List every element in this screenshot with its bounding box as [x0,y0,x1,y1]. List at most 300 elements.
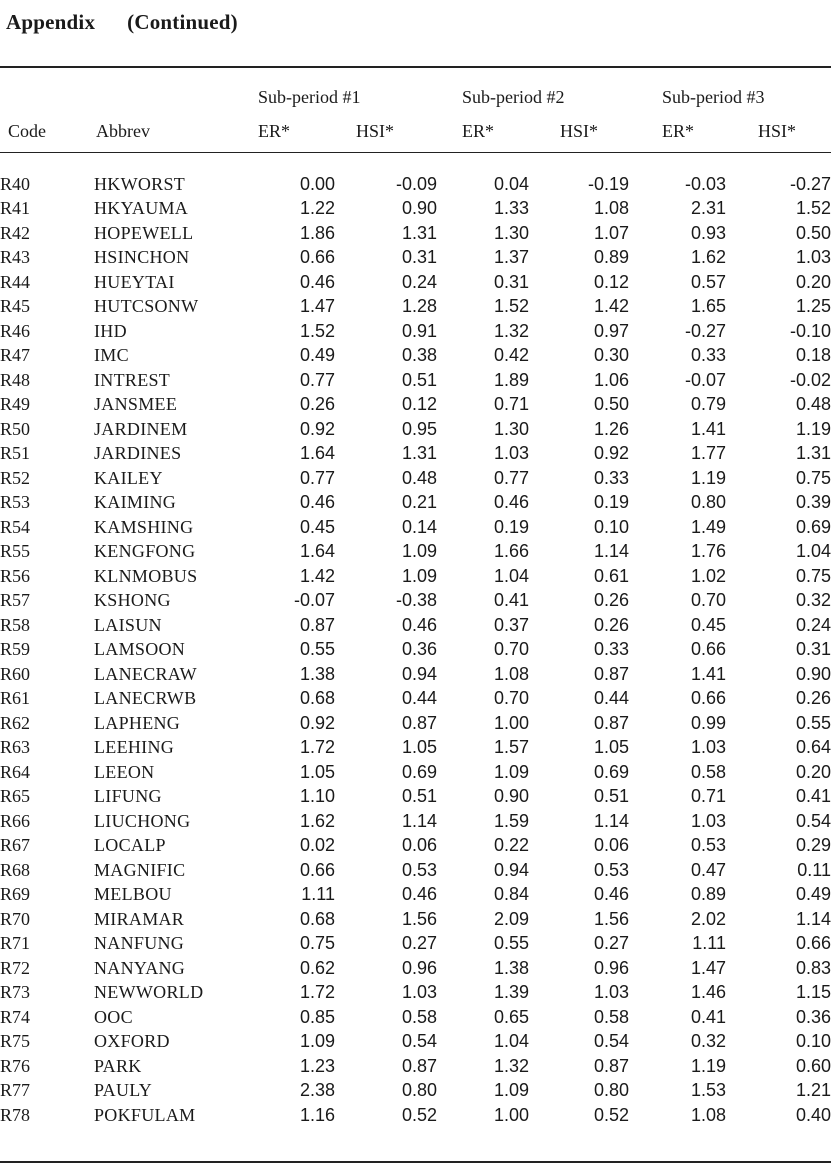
code-cell: R75 [0,1031,31,1052]
er-1-cell: 0.77 [299,369,335,390]
table-row [0,319,831,344]
er-1-cell: 0.66 [299,859,335,880]
abbrev-cell: LANECRWB [94,688,197,709]
hsi-1-cell: 1.31 [401,443,437,464]
hsi-3-cell: 0.90 [795,663,831,684]
code-cell: R61 [0,688,31,709]
er-1-cell: 0.68 [299,688,335,709]
er-2-cell: 0.84 [493,884,529,905]
code-cell: R57 [0,590,31,611]
code-cell: R74 [0,1006,31,1027]
hsi-2-cell: 0.50 [593,394,629,415]
hsi-2-cell: 0.30 [593,345,629,366]
er-1-cell: 1.10 [299,786,335,807]
er-2-cell: 1.30 [493,418,529,439]
table-row [0,785,831,810]
abbrev-cell: NANFUNG [94,933,185,954]
hsi-3-cell: 0.29 [795,835,831,856]
er-1-cell: -0.07 [293,590,335,611]
code-cell: R48 [0,369,31,390]
er-2-cell: 1.66 [493,541,529,562]
table-row [0,589,831,614]
table-row [0,540,831,565]
er-2-cell: 1.38 [493,957,529,978]
er-3-cell: 2.02 [690,908,726,929]
hsi-3-cell: 0.75 [795,467,831,488]
hsi-3-cell: -0.02 [789,369,831,390]
er-2-cell: 1.00 [493,1104,529,1125]
code-cell: R47 [0,345,31,366]
table-row [0,295,831,320]
hsi-3-cell: 1.03 [795,247,831,268]
hsi-3-cell: 1.52 [795,198,831,219]
hsi-1-cell: 1.09 [401,565,437,586]
er-3-cell: 0.66 [690,688,726,709]
abbrev-cell: LIFUNG [94,786,162,807]
er-3-cell: 0.89 [690,884,726,905]
abbrev-cell: MIRAMAR [94,908,185,929]
er-3-cell: 1.11 [692,933,726,954]
er-3-cell: 0.58 [690,761,726,782]
abbrev-cell: OOC [94,1006,133,1027]
er-2-cell: 0.71 [493,394,529,415]
er-2-cell: 1.89 [493,369,529,390]
hsi-3-cell: 1.31 [795,443,831,464]
hsi-2-cell: 0.87 [593,1055,629,1076]
code-cell: R69 [0,884,31,905]
er-1-cell: 1.86 [299,222,335,243]
er-1-cell: 1.62 [299,810,335,831]
hsi-2-cell: 0.69 [593,761,629,782]
hsi-2-cell: 1.56 [593,908,629,929]
table-row [0,760,831,785]
table-row [0,932,831,957]
er-3-cell: 0.47 [690,859,726,880]
table-row [0,981,831,1006]
hsi-3-cell: 0.48 [795,394,831,415]
er-3-cell: 0.57 [690,271,726,292]
er-1-cell: 0.85 [299,1006,335,1027]
code-cell: R42 [0,222,31,243]
er-2-cell: 0.70 [493,688,529,709]
hsi-2-cell: 1.07 [593,222,629,243]
table-row [0,1054,831,1079]
abbrev-cell: LOCALP [94,835,166,856]
hsi-1-cell: 0.46 [401,614,437,635]
hsi-2-cell: 1.42 [593,296,629,317]
code-cell: R59 [0,639,31,660]
code-cell: R50 [0,418,31,439]
hsi-2-cell: 0.89 [593,247,629,268]
hsi-2-cell: 0.51 [593,786,629,807]
er-2-cell: 1.32 [493,1055,529,1076]
hsi-1-cell: 0.53 [401,859,437,880]
code-cell: R54 [0,516,31,537]
hsi-2-cell: 0.87 [593,663,629,684]
hsi-2-cell: 0.46 [593,884,629,905]
er-1-cell: 0.75 [299,933,335,954]
hsi-2-cell: 1.06 [593,369,629,390]
subperiod-1-header: Sub-period #1 [258,87,361,107]
code-cell: R46 [0,320,31,341]
hsi-1-cell: 0.69 [401,761,437,782]
er-1-cell: 0.45 [299,516,335,537]
code-cell: R51 [0,443,31,464]
hsi-1-cell: 0.87 [401,1055,437,1076]
hsi-1-cell: 1.03 [401,982,437,1003]
er-2-cell: 0.94 [493,859,529,880]
hsi-2-cell: 0.87 [593,712,629,733]
abbrev-cell: POKFULAM [94,1104,196,1125]
er-3-cell: -0.27 [684,320,726,341]
er-2-cell: 1.30 [493,222,529,243]
er-2-cell: 1.04 [493,1031,529,1052]
er-3-cell: 0.79 [690,394,726,415]
hsi-2-cell: 0.92 [593,443,629,464]
abbrev-cell: JARDINES [94,443,182,464]
abbrev-column-header: Abbrev [96,121,150,141]
er-2-cell: 0.31 [493,271,529,292]
er-3-cell: 1.08 [690,1104,726,1125]
hsi-2-cell: 1.14 [593,541,629,562]
er-1-cell: 1.16 [299,1104,335,1125]
er-2-cell: 1.57 [493,737,529,758]
hsi-2-cell: 0.96 [593,957,629,978]
hsi-1-cell: 1.09 [401,541,437,562]
hsi-2-cell: 1.14 [593,810,629,831]
hsi-2-cell: 0.61 [593,565,629,586]
hsi-1-cell: 0.96 [401,957,437,978]
hsi-3-cell: 1.04 [795,541,831,562]
er-3-cell: 0.41 [690,1006,726,1027]
code-cell: R56 [0,565,31,586]
er-2-cell: 1.59 [493,810,529,831]
hsi-1-cell: 0.51 [401,369,437,390]
hsi-2-cell: 0.80 [593,1080,629,1101]
abbrev-cell: LAPHENG [94,712,181,733]
er-1-cell: 2.38 [299,1080,335,1101]
er-1-cell: 1.72 [299,737,335,758]
er-2-cell: 1.39 [493,982,529,1003]
code-cell: R58 [0,614,31,635]
hsi-3-cell: 0.75 [795,565,831,586]
code-cell: R62 [0,712,31,733]
er-1-cell: 1.05 [299,761,335,782]
subperiod-3-header: Sub-period #3 [662,87,765,107]
er-1-cell: 1.47 [299,296,335,317]
hsi-2-cell: 0.44 [593,688,629,709]
table-row [0,1103,831,1128]
hsi-3-cell: 0.66 [795,933,831,954]
er-1-cell: 0.68 [299,908,335,929]
hsi-3-cell: 0.26 [795,688,831,709]
hsi-3-cell: 0.55 [795,712,831,733]
hsi-1-cell: 0.14 [401,516,437,537]
hsi-2-cell: 0.10 [593,516,629,537]
hsi-1-cell: 1.56 [401,908,437,929]
continued-label: (Continued) [127,10,238,34]
hsi-2-cell: 0.53 [593,859,629,880]
hsi-3-cell: 0.54 [795,810,831,831]
code-cell: R71 [0,933,31,954]
er-2-cell: 0.70 [493,639,529,660]
er-3-cell: 1.77 [690,443,726,464]
er-2-cell: 1.37 [493,247,529,268]
code-cell: R52 [0,467,31,488]
er-2-cell: 0.77 [493,467,529,488]
hsi-3-cell: 0.69 [795,516,831,537]
table-body [0,172,831,1128]
code-cell: R55 [0,541,31,562]
hsi-1-cell: 0.51 [401,786,437,807]
abbrev-cell: KENGFONG [94,541,196,562]
table-row [0,491,831,516]
er-1-cell: 1.42 [299,565,335,586]
er-1-cell: 1.64 [299,541,335,562]
code-cell: R65 [0,786,31,807]
hsi-1-cell: 0.80 [401,1080,437,1101]
er-3-cell: 0.53 [690,835,726,856]
hsi-2-cell: 1.26 [593,418,629,439]
er-3-cell: 1.41 [690,418,726,439]
er-1-cell: 1.23 [299,1055,335,1076]
hsi-3-cell: 0.39 [795,492,831,513]
code-cell: R45 [0,296,31,317]
hsi-2-cell: 1.05 [593,737,629,758]
hsi-3-cell: 0.49 [795,884,831,905]
abbrev-cell: KAILEY [94,467,163,488]
er-3-cell: 0.33 [690,345,726,366]
er-1-cell: 1.52 [299,320,335,341]
abbrev-cell: HKWORST [94,173,186,194]
abbrev-cell: KAIMING [94,492,177,513]
hsi-1-cell: 0.52 [401,1104,437,1125]
hsi-1-cell: 0.36 [401,639,437,660]
table-row [0,442,831,467]
er-3-cell: 1.47 [690,957,726,978]
hsi-3-cell: -0.10 [789,320,831,341]
table-row [0,736,831,761]
er-1-cell: 0.92 [299,712,335,733]
er-3-cell: 1.62 [690,247,726,268]
table-row [0,711,831,736]
er-2-cell: 0.46 [493,492,529,513]
abbrev-cell: IMC [94,345,129,366]
er-3-cell: 0.99 [690,712,726,733]
hsi-3-cell: 1.25 [795,296,831,317]
table-row [0,466,831,491]
er-1-cell: 0.46 [299,492,335,513]
hsi-2-cell: 0.26 [593,590,629,611]
abbrev-cell: LAMSOON [94,639,186,660]
hsi-3-cell: 0.83 [795,957,831,978]
er-2-cell: 1.33 [493,198,529,219]
er-1-cell: 1.72 [299,982,335,1003]
er-3-cell: 0.45 [690,614,726,635]
abbrev-cell: MELBOU [94,884,172,905]
hsi-1-cell: 0.48 [401,467,437,488]
hsi-1-cell: 0.06 [401,835,437,856]
er-3-cell: 0.70 [690,590,726,611]
er-1-cell: 0.46 [299,271,335,292]
hsi-3-cell: 1.14 [795,908,831,929]
er-2-cell: 0.04 [493,173,529,194]
hsi-1-cell: 0.58 [401,1006,437,1027]
table-row [0,564,831,589]
er-3-cell: 0.71 [690,786,726,807]
table-row [0,638,831,663]
code-cell: R49 [0,394,31,415]
code-cell: R78 [0,1104,31,1125]
hsi-3-cell: 0.10 [795,1031,831,1052]
er-2-cell: 1.09 [493,761,529,782]
er-1-cell: 0.55 [299,639,335,660]
abbrev-cell: HKYAUMA [94,198,189,219]
er-3-cell: 1.02 [690,565,726,586]
table-row [0,1079,831,1104]
hsi-1-cell: 0.46 [401,884,437,905]
hsi-2-column-header: HSI* [560,121,599,141]
abbrev-cell: JANSMEE [94,394,178,415]
er-2-cell: 0.90 [493,786,529,807]
er-3-cell: 0.93 [690,222,726,243]
abbrev-cell: LIUCHONG [94,810,191,831]
code-cell: R76 [0,1055,31,1076]
er-3-cell: 0.66 [690,639,726,660]
hsi-3-cell: 0.64 [795,737,831,758]
table-row [0,883,831,908]
code-cell: R68 [0,859,31,880]
hsi-2-cell: 0.12 [593,271,629,292]
hsi-1-cell: 0.21 [401,492,437,513]
er-2-cell: 0.41 [493,590,529,611]
table-row [0,613,831,638]
hsi-1-cell: 1.05 [401,737,437,758]
er-2-cell: 0.22 [493,835,529,856]
table-row [0,907,831,932]
er-2-cell: 1.00 [493,712,529,733]
er-3-cell: 1.46 [690,982,726,1003]
table-row [0,368,831,393]
code-column-header: Code [8,121,46,141]
hsi-1-cell: 1.31 [401,222,437,243]
er-1-cell: 1.11 [301,884,335,905]
er-3-cell: 2.31 [690,198,726,219]
table-row [0,662,831,687]
table-row [0,417,831,442]
code-cell: R53 [0,492,31,513]
hsi-2-cell: 0.06 [593,835,629,856]
hsi-3-cell: 0.24 [795,614,831,635]
hsi-3-cell: 1.21 [795,1080,831,1101]
table-bottom-rule [0,1161,831,1163]
er-2-cell: 0.42 [493,345,529,366]
er-1-cell: 1.64 [299,443,335,464]
er-3-cell: 1.03 [690,737,726,758]
er-3-cell: 1.49 [690,516,726,537]
abbrev-cell: IHD [94,320,127,341]
hsi-2-cell: 0.33 [593,467,629,488]
er-3-cell: 1.19 [690,467,726,488]
table-row [0,834,831,859]
abbrev-cell: LAISUN [94,614,162,635]
er-2-cell: 0.19 [493,516,529,537]
abbrev-cell: KLNMOBUS [94,565,198,586]
er-2-cell: 2.09 [493,908,529,929]
er-1-cell: 0.02 [299,835,335,856]
hsi-2-cell: 0.54 [593,1031,629,1052]
hsi-1-cell: 0.31 [401,247,437,268]
code-cell: R63 [0,737,31,758]
abbrev-cell: OXFORD [94,1031,170,1052]
abbrev-cell: HUTCSONW [94,296,199,317]
er-2-cell: 0.55 [493,933,529,954]
code-cell: R77 [0,1080,31,1101]
er-1-cell: 0.49 [299,345,335,366]
code-cell: R41 [0,198,31,219]
er-1-cell: 0.00 [299,173,335,194]
hsi-3-cell: -0.27 [789,173,831,194]
hsi-3-cell: 0.40 [795,1104,831,1125]
hsi-2-cell: 0.97 [593,320,629,341]
er-1-cell: 0.62 [299,957,335,978]
hsi-3-cell: 0.32 [795,590,831,611]
hsi-2-cell: -0.19 [587,173,629,194]
er-2-cell: 0.37 [493,614,529,635]
er-3-cell: -0.03 [684,173,726,194]
hsi-1-cell: 0.95 [401,418,437,439]
table-row [0,197,831,222]
table-row [0,1005,831,1030]
code-cell: R70 [0,908,31,929]
page-title [6,10,238,35]
er-2-column-header: ER* [462,121,495,141]
hsi-2-cell: 1.03 [593,982,629,1003]
abbrev-cell: HSINCHON [94,247,190,268]
er-3-cell: 0.32 [690,1031,726,1052]
er-3-cell: 1.65 [690,296,726,317]
hsi-1-cell: 1.28 [401,296,437,317]
er-1-cell: 1.22 [299,198,335,219]
hsi-2-cell: 0.58 [593,1006,629,1027]
code-cell: R67 [0,835,31,856]
hsi-3-cell: 0.36 [795,1006,831,1027]
er-1-cell: 0.66 [299,247,335,268]
er-2-cell: 1.04 [493,565,529,586]
hsi-1-cell: 0.87 [401,712,437,733]
er-1-cell: 0.77 [299,467,335,488]
er-2-cell: 0.65 [493,1006,529,1027]
er-2-cell: 1.03 [493,443,529,464]
hsi-1-cell: 1.14 [401,810,437,831]
er-3-cell: 1.53 [690,1080,726,1101]
er-1-cell: 1.38 [299,663,335,684]
hsi-1-cell: -0.38 [395,590,437,611]
abbrev-cell: LANECRAW [94,663,197,684]
hsi-3-cell: 0.11 [797,859,831,880]
er-3-cell: 1.41 [690,663,726,684]
hsi-1-cell: 0.94 [401,663,437,684]
er-3-cell: 1.19 [690,1055,726,1076]
er-3-column-header: ER* [662,121,695,141]
abbrev-cell: NEWWORLD [94,982,204,1003]
table-row [0,221,831,246]
hsi-1-cell: 0.44 [401,688,437,709]
code-cell: R73 [0,982,31,1003]
hsi-1-column-header: HSI* [356,121,395,141]
code-cell: R43 [0,247,31,268]
table-row [0,687,831,712]
